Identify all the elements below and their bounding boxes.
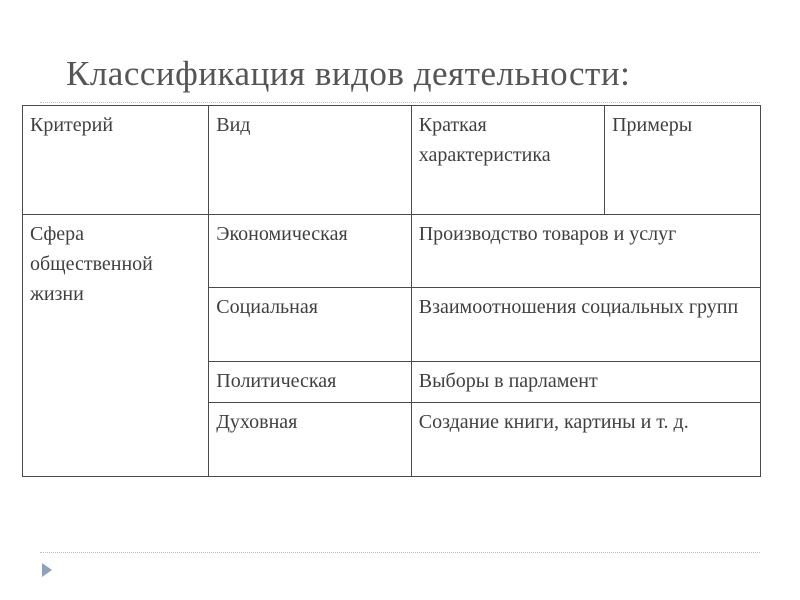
criterion-cell: Сфера общественной жизни xyxy=(23,215,209,477)
classification-table xyxy=(22,105,761,477)
description-cell: Производство товаров и услуг xyxy=(411,215,760,288)
slide-title: Классификация видов деятельности: xyxy=(66,54,631,93)
kind-cell: Социальная xyxy=(209,288,411,362)
kind-cell: Экономическая xyxy=(209,215,411,288)
kind-cell: Духовная xyxy=(209,403,411,477)
description-cell: Взаимоотношения социальных групп xyxy=(411,288,760,362)
header-description: Краткая характеристика xyxy=(411,106,604,215)
triangle-bullet-icon xyxy=(42,563,52,577)
header-kind: Вид xyxy=(209,106,411,215)
description-cell: Создание книги, картины и т. д. xyxy=(411,403,760,477)
title-divider xyxy=(40,102,760,103)
table-header-row xyxy=(23,106,761,215)
header-examples: Примеры xyxy=(605,106,761,215)
footer-divider xyxy=(40,552,760,553)
table-row xyxy=(23,215,761,288)
description-cell: Выборы в парламент xyxy=(411,362,760,403)
header-criterion: Критерий xyxy=(23,106,209,215)
kind-cell: Политическая xyxy=(209,362,411,403)
